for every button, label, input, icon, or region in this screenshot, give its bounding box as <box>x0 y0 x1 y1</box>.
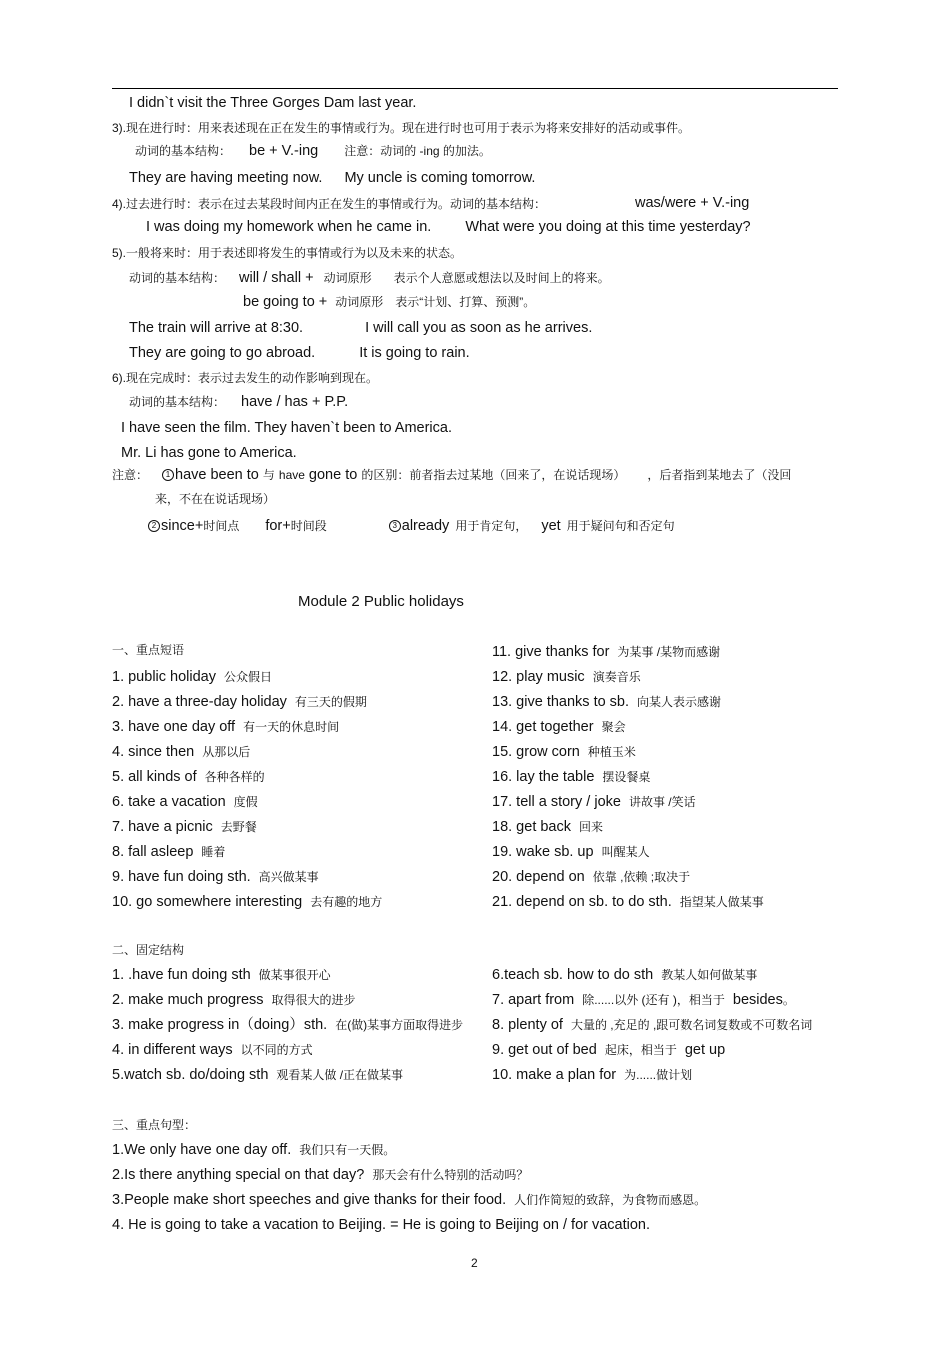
list-item <box>112 868 319 886</box>
circled-number-1: 1 <box>162 469 174 481</box>
item-english-2: besides <box>732 992 783 1008</box>
list-item <box>492 843 650 861</box>
item-english: 4. since then <box>112 744 195 760</box>
item-chinese: 教某人如何做某事 <box>661 968 758 982</box>
circled-number-3: 3 <box>389 520 401 532</box>
module-title: Module 2 Public holidays <box>298 593 464 610</box>
item-chinese: 依靠 ,依赖 ;取决于 <box>592 870 691 884</box>
item-english: 15. grow corn <box>492 744 580 760</box>
item-english: 17. tell a story / joke <box>492 794 621 810</box>
item-english-2: get up <box>684 1042 726 1058</box>
structure-note: 注意：动词的 -ing 的加法。 <box>344 144 491 158</box>
item-english: 8. plenty of <box>492 1017 563 1033</box>
section-5-structure-2 <box>243 293 535 311</box>
section-6-heading: 6).现在完成时：表示过去发生的动作影响到现在。 <box>112 371 379 385</box>
item-chinese: 回来 <box>579 820 604 834</box>
example-text: My uncle is coming tomorrow. <box>344 170 536 186</box>
list-item <box>112 718 339 736</box>
section-5-examples-2 <box>129 344 470 362</box>
structure-description: 表示“计划、打算、预测”。 <box>395 295 536 309</box>
item-chinese: 公众假日 <box>224 670 273 684</box>
example-text: They are having meeting now. <box>129 170 323 186</box>
section-3-structure <box>135 142 491 160</box>
item-chinese: 起床，相当于 <box>604 1043 677 1057</box>
top-rule <box>112 88 838 89</box>
item-english: 19. wake sb. up <box>492 844 594 860</box>
list-item <box>112 668 272 686</box>
list-item <box>112 1016 463 1034</box>
example-text: I will call you as soon as he arrives. <box>365 320 593 336</box>
item-chinese: 我们只有一天假。 <box>299 1143 396 1157</box>
structure-formula: be going to + <box>243 294 328 310</box>
sentences-heading: 三、重点句型： <box>112 1118 197 1132</box>
list-item <box>112 1041 313 1059</box>
item-english: 7. apart from <box>492 992 575 1008</box>
list-item <box>112 818 257 836</box>
item-english: 5.watch sb. do/doing sth <box>112 1067 269 1083</box>
item-chinese: 去有趣的地方 <box>310 895 383 909</box>
item-english: 4. He is going to take a vacation to Beijing. = He is going to Beijing on / for vacation. <box>112 1217 651 1233</box>
item-english: 13. give thanks to sb. <box>492 694 630 710</box>
section-4-examples <box>146 218 751 236</box>
example-text: What were you doing at this time yesterday? <box>465 219 751 235</box>
item-chinese: 度假 <box>233 795 258 809</box>
item-chinese: 向某人表示感谢 <box>637 695 722 709</box>
list-item <box>112 768 265 786</box>
example-text: The train will arrive at 8:30. <box>129 320 304 336</box>
section-4-heading: 4).过去进行时：表示在过去某段时间内正在发生的事情或行为。动词的基本结构： <box>112 197 547 211</box>
note-text: 时间段 <box>290 519 327 533</box>
list-item <box>112 893 382 911</box>
list-item <box>492 818 603 836</box>
list-item <box>492 743 636 761</box>
list-item <box>112 1141 395 1159</box>
item-chinese: 在(做)某事方面取得进步 <box>335 1018 464 1032</box>
item-chinese: 从那以后 <box>202 745 251 759</box>
list-item <box>492 718 626 736</box>
item-chinese: 取得很大的进步 <box>271 993 356 1007</box>
item-english: 10. go somewhere interesting <box>112 894 303 910</box>
note-term: for+ <box>265 518 291 534</box>
item-english: 18. get back <box>492 819 571 835</box>
item-english: 16. lay the table <box>492 769 595 785</box>
list-item <box>492 966 757 984</box>
list-item <box>112 843 225 861</box>
item-chinese: 大量的 ,充足的 ,跟可数名词复数或不可数名词 <box>570 1018 813 1032</box>
structure-formula: be + V.-ing <box>249 143 319 159</box>
structure-formula: will / shall + <box>239 270 314 286</box>
note-text: 时间点 <box>203 519 240 533</box>
note-label: 注意： <box>112 468 149 482</box>
section-6-example-2: Mr. Li has gone to America. <box>121 445 297 461</box>
item-english: 2. make much progress <box>112 992 264 1008</box>
item-chinese: 为......做计划 <box>624 1068 693 1082</box>
item-chinese: 去野餐 <box>220 820 257 834</box>
list-item <box>492 1041 725 1059</box>
note-term: since+ <box>161 518 204 534</box>
list-item <box>112 1066 403 1084</box>
circled-number-2: 2 <box>148 520 160 532</box>
item-chinese: 讲故事 /笑话 <box>628 795 696 809</box>
item-english: 8. fall asleep <box>112 844 194 860</box>
example-text: They are going to go abroad. <box>129 345 316 361</box>
item-english: 9. get out of bed <box>492 1042 597 1058</box>
list-item <box>492 991 795 1009</box>
item-chinese: 高兴做某事 <box>258 870 319 884</box>
note-term: have been to <box>175 467 259 483</box>
item-english: 2. have a three-day holiday <box>112 694 287 710</box>
item-english: 10. make a plan for <box>492 1067 617 1083</box>
item-english: 4. in different ways <box>112 1042 233 1058</box>
item-chinese: 人们作简短的致辞，为食物而感恩。 <box>514 1193 707 1207</box>
list-item <box>112 743 250 761</box>
list-item <box>112 693 367 711</box>
item-chinese: 以不同的方式 <box>240 1043 313 1057</box>
item-english: 9. have fun doing sth. <box>112 869 251 885</box>
note-term: already <box>401 518 450 534</box>
section-3-heading: 3).现在进行时：用来表述现在正在发生的事情或行为。现在进行时也可用于表示为将来安排好的活动或事件。 <box>112 121 691 135</box>
section-3-examples <box>129 169 535 187</box>
top-example <box>129 94 416 112</box>
item-english: 12. play music <box>492 669 585 685</box>
section-5-structure-1 <box>129 269 610 287</box>
example-text: It is going to rain. <box>359 345 470 361</box>
list-item <box>112 793 258 811</box>
item-english: 14. get together <box>492 719 594 735</box>
list-item <box>492 793 696 811</box>
item-chinese-2: 。 <box>782 993 795 1007</box>
item-chinese: 为某事 /某物而感谢 <box>617 645 721 659</box>
item-chinese: 做某事很开心 <box>258 968 331 982</box>
structure-label: 动词的基本结构： <box>129 395 226 409</box>
item-chinese: 叫醒某人 <box>601 845 650 859</box>
list-item <box>112 1166 528 1184</box>
item-english: 20. depend on <box>492 869 585 885</box>
structures-heading: 二、固定结构 <box>112 943 185 957</box>
item-chinese: 睡着 <box>201 845 226 859</box>
note-term: have <box>278 468 305 482</box>
list-item <box>492 668 641 686</box>
item-english: 6. take a vacation <box>112 794 226 810</box>
item-english: 1. .have fun doing sth <box>112 967 251 983</box>
note-text: 用于疑问句和否定句 <box>566 519 675 533</box>
item-english: 3. make progress in（doing）sth. <box>112 1017 328 1033</box>
structure-term: 动词原形 <box>323 271 372 285</box>
item-chinese: 那天会有什么特别的活动吗？ <box>372 1168 529 1182</box>
item-english: 7. have a picnic <box>112 819 213 835</box>
note-text: 与 <box>262 468 275 482</box>
section-6-example-1: I have seen the film. They haven`t been to America. <box>121 420 453 436</box>
note-1-continued: 来，不在在说话现场） <box>155 492 276 506</box>
item-chinese: 除......以外 (还有 )，相当于 <box>582 993 725 1007</box>
section-4-structure: was/were + V.-ing <box>635 195 750 211</box>
item-chinese: 各种各样的 <box>204 770 265 784</box>
list-item <box>492 643 720 661</box>
item-english: 3. have one day off <box>112 719 236 735</box>
item-english: 3.People make short speeches and give thanks for their food. <box>112 1192 507 1208</box>
structure-label: 动词的基本结构： <box>129 271 226 285</box>
note-text: 的区别：前者指去过某地（回来了，在说话现场） <box>361 468 626 482</box>
item-english: 1. public holiday <box>112 669 216 685</box>
item-chinese: 演奏音乐 <box>592 670 641 684</box>
item-english: 5. all kinds of <box>112 769 197 785</box>
item-english: 1.We only have one day off. <box>112 1142 292 1158</box>
note-1 <box>112 466 791 484</box>
note-2-3 <box>148 517 675 535</box>
item-english: 2.Is there anything special on that day? <box>112 1167 365 1183</box>
structure-term: 动词原形 <box>335 295 384 309</box>
item-english: 6.teach sb. how to do sth <box>492 967 654 983</box>
item-chinese: 有一天的休息时间 <box>243 720 340 734</box>
page-number: 2 <box>471 1256 478 1270</box>
list-item <box>112 1191 706 1209</box>
item-chinese: 摆设餐桌 <box>602 770 651 784</box>
list-item <box>492 893 764 911</box>
list-item <box>112 966 331 984</box>
item-english: 11. give thanks for <box>492 644 610 660</box>
example-text: I didn`t visit the Three Gorges Dam last year. <box>129 95 417 111</box>
item-chinese: 聚会 <box>601 720 626 734</box>
example-text: I was doing my homework when he came in. <box>146 219 432 235</box>
item-chinese: 种植玉米 <box>587 745 636 759</box>
list-item <box>112 1216 650 1234</box>
structure-description: 表示个人意愿或想法以及时间上的将来。 <box>393 271 610 285</box>
list-item <box>492 1066 692 1084</box>
item-english: 21. depend on sb. to do sth. <box>492 894 672 910</box>
structure-label: 动词的基本结构： <box>135 144 232 158</box>
note-term: gone to <box>308 467 358 483</box>
item-chinese: 观看某人做 /正在做某事 <box>276 1068 404 1082</box>
phrases-heading: 一、重点短语 <box>112 643 185 657</box>
item-chinese: 有三天的假期 <box>294 695 367 709</box>
section-6-structure <box>129 393 348 411</box>
item-chinese: 指望某人做某事 <box>679 895 764 909</box>
list-item <box>492 768 650 786</box>
note-text: 用于肯定句， <box>455 519 528 533</box>
section-5-examples-1 <box>129 319 592 337</box>
note-term: yet <box>541 518 561 534</box>
structure-formula: have / has + P.P. <box>241 394 349 410</box>
list-item <box>492 1016 812 1034</box>
note-text: ，后者指到某地去了（没回 <box>647 468 792 482</box>
list-item <box>112 991 356 1009</box>
list-item <box>492 868 690 886</box>
list-item <box>492 693 721 711</box>
section-5-heading: 5).一般将来时：用于表述即将发生的事情或行为以及未来的状态。 <box>112 246 463 260</box>
